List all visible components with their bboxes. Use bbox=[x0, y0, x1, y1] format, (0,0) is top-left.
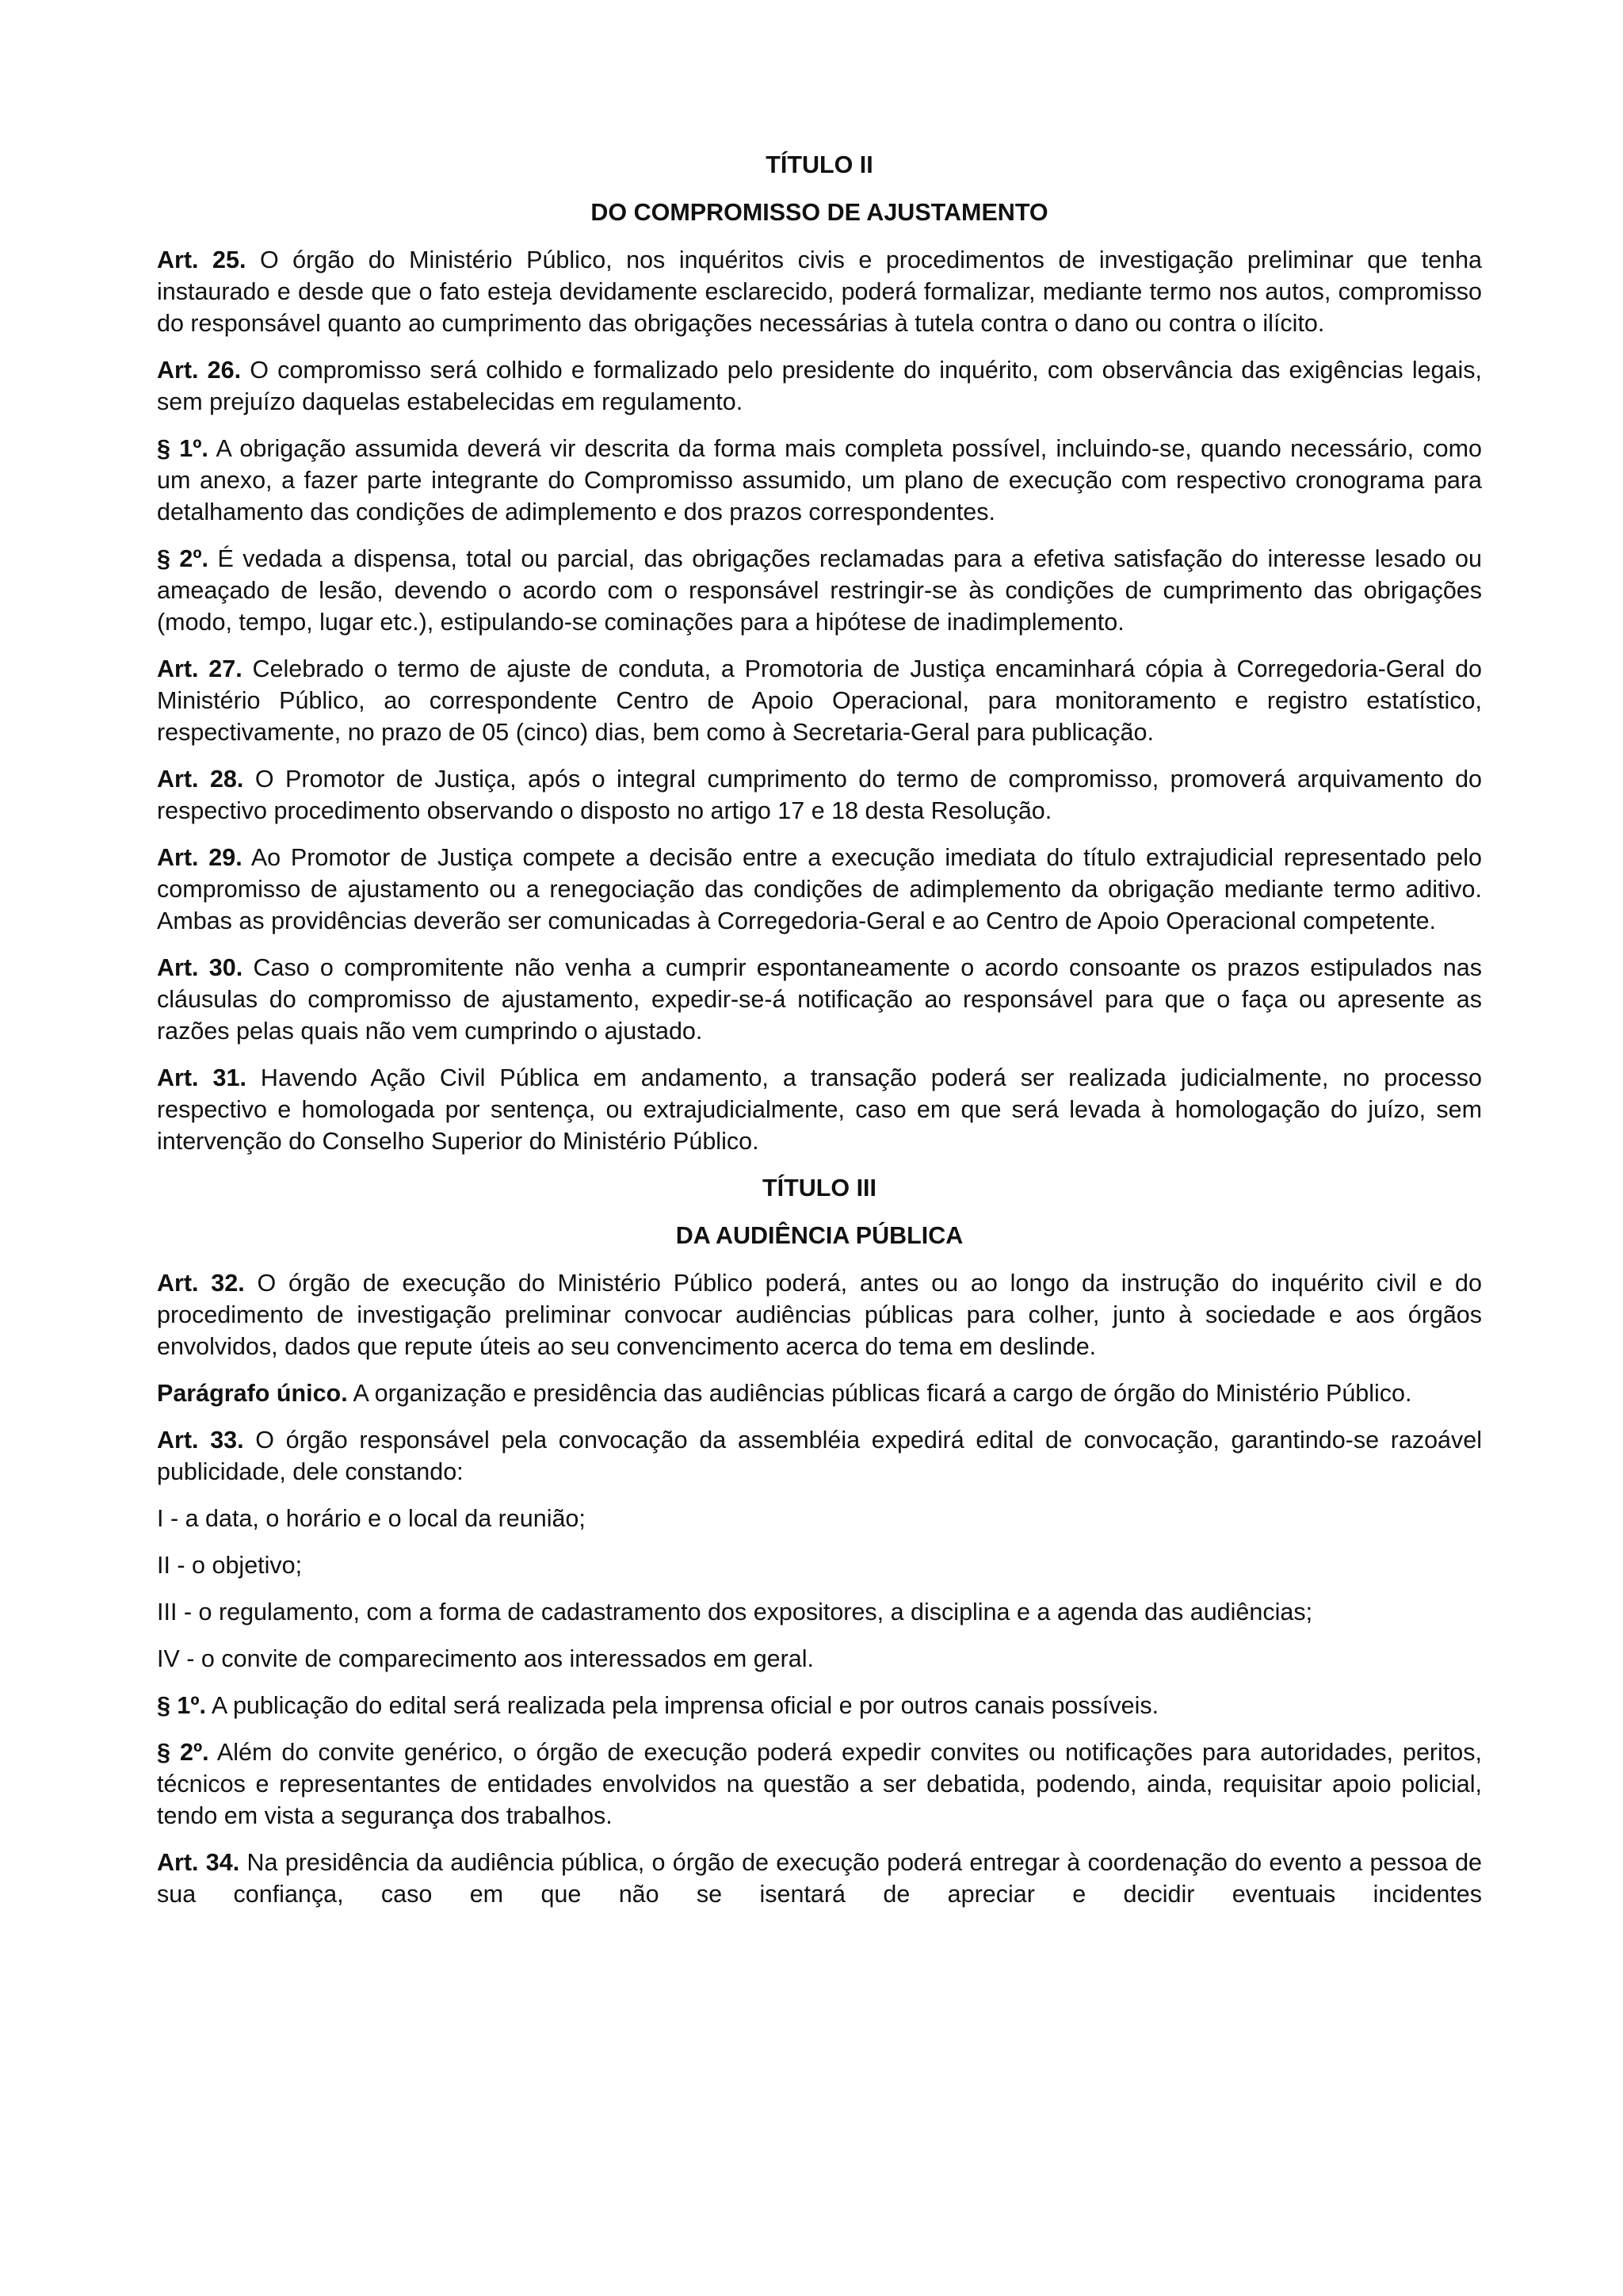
article-33-paragraph-2-number: § 2º. bbox=[157, 1739, 209, 1766]
article-33-item-ii: II - o objetivo; bbox=[157, 1552, 303, 1579]
article-30-text: Caso o compromitente não venha a cumprir espontaneamente o acordo consoante os prazos estipulados nas cláusulas do compromisso de ajustamento, expedir-se-á notificação ao responsável para que o faça ou apresente as razões pelas quais não vem cumprindo o ajustado. bbox=[157, 954, 1482, 1045]
article-26-number: Art. 26. bbox=[157, 357, 242, 384]
article-26-paragraph-2-text: É vedada a dispensa, total ou parcial, das obrigações reclamadas para a efetiva satisfação do interesse lesado ou ameaçado de lesão, devendo o acordo com o responsável restringir-se às condições de cumprimento das obrigações (modo, tempo, lugar etc.), estipulando-se cominações para a hipótese de inadimplemento. bbox=[157, 545, 1482, 636]
article-33-number: Art. 33. bbox=[157, 1427, 244, 1454]
article-32-sole-paragraph-text: A organização e presidência das audiências públicas ficará a cargo de órgão do Ministério Público. bbox=[353, 1380, 1412, 1407]
article-34-number: Art. 34. bbox=[157, 1849, 240, 1876]
title-ii-subtitle: DO COMPROMISSO DE AJUSTAMENTO bbox=[590, 199, 1048, 226]
article-26-paragraph-2-number: § 2º. bbox=[157, 545, 209, 572]
article-33 bbox=[157, 1424, 1482, 1488]
article-33-item-i: I - a data, o horário e o local da reunião; bbox=[157, 1505, 586, 1532]
article-34 bbox=[157, 1847, 1482, 1910]
document-page bbox=[157, 149, 1482, 1925]
article-33-paragraph-2-text: Além do convite genérico, o órgão de execução poderá expedir convites ou notificações para autoridades, peritos, técnicos e representantes de entidades envolvidos na questão a ser debatida, podendo, ainda, requisitar apoio policial, tendo em vista a segurança dos trabalhos. bbox=[157, 1739, 1482, 1829]
article-29-text: Ao Promotor de Justiça compete a decisão entre a execução imediata do título extrajudicial representado pelo compromisso de ajustamento ou a renegociação das condições de adimplemento da obrigação mediante termo aditivo. Ambas as providências deverão ser comunicadas à Corregedoria-Geral e ao Centro de Apoio Operacional competente. bbox=[157, 844, 1483, 934]
article-27 bbox=[157, 653, 1482, 748]
article-32-text: O órgão de execução do Ministério Público poderá, antes ou ao longo da instrução do inquérito civil e do procedimento de investigação preliminar convocar audiências públicas para colher, junto à sociedade e aos órgãos envolvidos, dados que repute úteis ao seu convencimento acerca do tema em deslinde. bbox=[157, 1270, 1482, 1360]
article-25 bbox=[157, 244, 1482, 339]
title-iii: TÍTULO III bbox=[762, 1175, 876, 1201]
article-30-number: Art. 30. bbox=[157, 954, 243, 981]
article-33-item-iv: IV - o convite de comparecimento aos interessados em geral. bbox=[157, 1645, 814, 1672]
article-25-number: Art. 25. bbox=[157, 246, 246, 273]
article-27-number: Art. 27. bbox=[157, 655, 242, 682]
article-25-text: O órgão do Ministério Público, nos inquéritos civis e procedimentos de investigação preliminar que tenha instaurado e desde que o fato esteja devidamente esclarecido, poderá formalizar, mediante termo nos autos, compromisso do responsável quanto ao cumprimento das obrigações necessárias à tutela contra o dano ou contra o ilícito. bbox=[157, 246, 1482, 337]
article-26-paragraph-2 bbox=[157, 543, 1482, 638]
article-26-text: O compromisso será colhido e formalizado pelo presidente do inquérito, com observância das exigências legais, sem prejuízo daquelas estabelecidas em regulamento. bbox=[157, 357, 1482, 415]
article-32-sole-paragraph bbox=[157, 1377, 1482, 1409]
article-32 bbox=[157, 1267, 1482, 1362]
article-33-paragraph-1 bbox=[157, 1690, 1482, 1721]
title-iii-subtitle: DA AUDIÊNCIA PÚBLICA bbox=[675, 1222, 964, 1249]
article-30 bbox=[157, 952, 1482, 1047]
article-31-text: Havendo Ação Civil Pública em andamento, a transação poderá ser realizada judicialmente, no processo respectivo e homologada por sentença, ou extrajudicialmente, caso em que será levada à homologação do juízo, sem intervenção do Conselho Superior do Ministério Público. bbox=[157, 1064, 1482, 1155]
article-29-number: Art. 29. bbox=[157, 844, 242, 871]
article-33-item-iii: III - o regulamento, com a forma de cadastramento dos expositores, a disciplina e a agenda das audiências; bbox=[157, 1599, 1313, 1626]
article-27-text: Celebrado o termo de ajuste de conduta, a Promotoria de Justiça encaminhará cópia à Corregedoria-Geral do Ministério Público, ao correspondente Centro de Apoio Operacional, para monitoramento e registro estatístico, respectivamente, no prazo de 05 (cinco) dias, bem como à Secretaria-Geral para publicação. bbox=[157, 655, 1483, 746]
article-31 bbox=[157, 1062, 1482, 1157]
article-28-text: O Promotor de Justiça, após o integral cumprimento do termo de compromisso, promoverá arquivamento do respectivo procedimento observando o disposto no artigo 17 e 18 desta Resolução. bbox=[157, 766, 1483, 824]
article-34-text: Na presidência da audiência pública, o órgão de execução poderá entregar à coordenação do evento a pessoa de sua confiança, caso em que não se isentará de apreciar e decidir eventuais incidentes bbox=[157, 1849, 1483, 1908]
article-28-number: Art. 28. bbox=[157, 766, 244, 793]
article-26-paragraph-1-number: § 1º. bbox=[157, 435, 208, 462]
title-ii: TÍTULO II bbox=[766, 151, 873, 178]
article-33-paragraph-1-text: A publicação do edital será realizada pela imprensa oficial e por outros canais possíveis. bbox=[211, 1692, 1159, 1719]
article-26-paragraph-1-text: A obrigação assumida deverá vir descrita da forma mais completa possível, incluindo-se, quando necessário, como um anexo, a fazer parte integrante do Compromisso assumido, um plano de execução com respectivo cronograma para detalhamento das condições de adimplemento e dos prazos correspondentes. bbox=[157, 435, 1482, 525]
article-33-paragraph-2 bbox=[157, 1736, 1482, 1832]
article-33-paragraph-1-number: § 1º. bbox=[157, 1692, 207, 1719]
article-29 bbox=[157, 842, 1482, 937]
article-26 bbox=[157, 354, 1482, 418]
article-28 bbox=[157, 763, 1482, 827]
article-32-sole-paragraph-label: Parágrafo único. bbox=[157, 1380, 348, 1407]
article-31-number: Art. 31. bbox=[157, 1064, 246, 1091]
article-32-number: Art. 32. bbox=[157, 1270, 245, 1297]
article-33-text: O órgão responsável pela convocação da assembléia expedirá edital de convocação, garantindo-se razoável publicidade, dele constando: bbox=[157, 1427, 1482, 1485]
article-26-paragraph-1 bbox=[157, 433, 1482, 528]
